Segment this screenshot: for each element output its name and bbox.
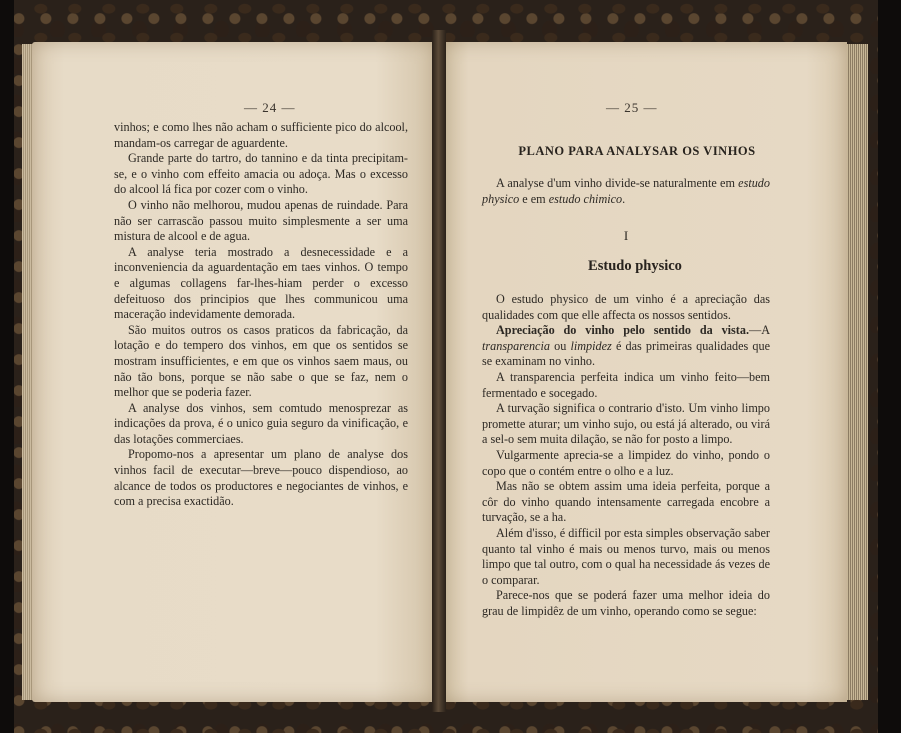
- right-paragraph-2: [482, 323, 770, 370]
- right-paragraph-6: Mas não se obtem assim uma ideia perfeita, porque a côr do vinho quando intensamente carregada encobre a turvação, se a ha.: [482, 479, 770, 525]
- right-paragraph-4: A turvação significa o contrario d'isto. Um vinho limpo promette aturar; um vinho sujo, ou está já alterado, ou virá a sel-o sem muita dilação, se não for posto a limpo.: [482, 401, 770, 447]
- chapter-title: PLANO PARA ANALYSAR OS VINHOS: [518, 144, 756, 158]
- em-limpidez: limpidez: [570, 338, 612, 353]
- vista-heading: Apreciação do vinho pelo sentido da vista.: [496, 323, 749, 338]
- vista-ou: ou: [549, 338, 571, 353]
- intro-text-b: e em: [519, 191, 549, 206]
- right-paragraph-7: Além d'isso, é difficil por esta simples observação saber quanto tal vinho é mais ou menos turvo, mais ou menos limpo que tal outro, com o qual ha necessidade ás vezes de o comparar.: [482, 525, 770, 587]
- left-paragraph-1: vinhos; e como lhes não acham o sufficiente pico do alcool, mandam-os carregar de aguardente.: [114, 120, 408, 150]
- right-paragraph-3: A transparencia perfeita indica um vinho feito—bem fermentado e socegado.: [482, 369, 770, 400]
- left-paragraph-6: A analyse dos vinhos, sem comtudo menosprezar as indicações da prova, é o unico guia seguro da vinificação, e das lotações commerciaes.: [114, 400, 408, 446]
- right-paragraph-1: O estudo physico de um vinho é a apreciação das qualidades com que elle affecta os nossos sentidos.: [482, 292, 770, 322]
- left-paragraph-7: Propomo-nos a apresentar um plano de analyse dos vinhos facil de executar—breve—pouco dispendioso, ao alcance de todos os productores e negociantes de vinhos, e com a precisa exactidão.: [114, 447, 408, 509]
- intro-text-a: A analyse d'um vinho divide-se naturalmente em: [496, 176, 739, 190]
- right-page-number: — 25 —: [606, 100, 658, 115]
- right-page-body: [482, 292, 770, 619]
- left-paragraph-5: São muitos outros os casos praticos da fabricação, da lotação e do tempero dos vinhos, em que os sentidos se mostram insufficientes, e em que os vinhos saem maus, ou não tão bons, porque se não sabe o que se faz, nem o melhor que se poderia fazer.: [114, 322, 408, 400]
- cover-edge-left: [0, 0, 14, 733]
- left-paragraph-2: Grande parte do tartro, do tannino e da tinta precipitam-se, e o vinho com effeito amacia ou adoça. Mas o excesso do alcool lá fica por cozer com o vinho.: [114, 151, 408, 197]
- left-paragraph-3: O vinho não melhorou, mudou apenas de ruindade. Para não ser carrascão passou muito simplesmente a ser uma mistura de alcool e de agua.: [114, 197, 408, 244]
- book-gutter: [432, 30, 446, 712]
- right-page-edges: [846, 44, 868, 700]
- left-page-body: [114, 120, 408, 510]
- right-paragraph-8: Parece-nos que se poderá fazer uma melhor ideia do grau de limpidêz de um vinho, operando como se segue:: [482, 588, 770, 618]
- right-paragraph-5: Vulgarmente aprecia-se a limpidez do vinho, pondo o copo que o contém entre o olho e a luz.: [482, 447, 770, 478]
- intro-em-chimico: estudo chimico: [548, 191, 623, 206]
- intro-em-physico: estudo physico: [482, 176, 770, 206]
- section-numeral: I: [623, 228, 629, 243]
- left-page-number: — 24 —: [244, 100, 296, 115]
- left-paragraph-4: A analyse teria mostrado a desnecessidade e a inconveniencia da aguardentação em taes vinhos. O tempo e algumas collagens far-lhes-hiam perder o excesso defeituoso dos principios que lhes communicou uma maceração indevidamente demorada.: [114, 244, 408, 322]
- intro-text-c: .: [622, 191, 626, 206]
- section-title: Estudo physico: [588, 258, 682, 274]
- cover-edge-right: [878, 0, 901, 733]
- vista-dash: —A: [749, 323, 770, 338]
- vista-rest: é das primeiras qualidades que se examinam no vinho.: [482, 338, 771, 369]
- em-transparencia: transparencia: [482, 338, 550, 353]
- intro-paragraph: [482, 176, 770, 207]
